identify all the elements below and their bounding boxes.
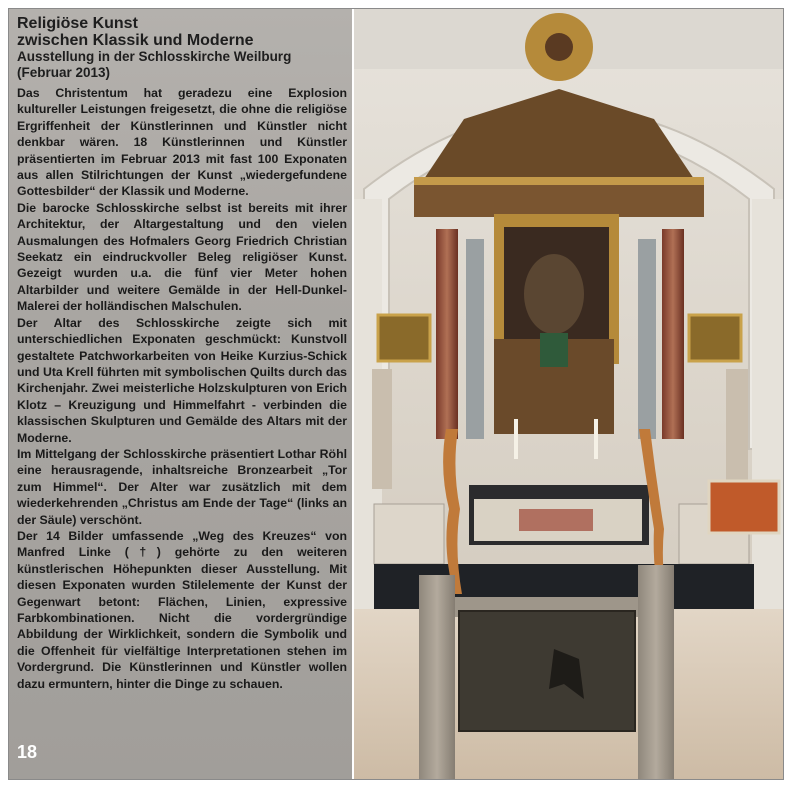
subtitle: Ausstellung in der Schlosskirche Weilburg [17,49,292,64]
paragraph: Der Altar des Schlosskirche zeigte sich mit unterschiedlichen Exponaten geschmückt: Kunstvoll gestaltete Patchworkarbeiten von Heike Kurzius-Schick und Uta Krell führten mit symbolischen Quilts durch das Kirchenjahr. Zwei meisterliche Holzskulpturen von Erich Klotz – Kreuzigung und Himmelfahrt - verbinden die klassischen Skulpturen und Gemälde des Altars mit der Moderne. [17,315,348,445]
paragraph: Im Mittelgang der Schlosskirche präsentiert Lothar Röhl eine herausragende, inhaltsreiche Bronzearbeit „Tor zum Himmel“. Der Alter war zusätzlich mit dem wiederkehrenden „Christus am Ende der Tage“ (links an der Säule) verschönt. [17,446,347,527]
article-body [17,85,347,692]
title-line-1: Religiöse Kunst [17,15,138,32]
article-header [17,15,347,81]
paragraph: Der 14 Bilder umfassende „Weg des Kreuzes“ von Manfred Linke (†) gehörte zu den weiteren künstlerischen Höhepunkten dieser Ausstellung. Mit diesen Exponaten wurden Stilelemente der Kunst der Gegenwart betont: Flächen, Linien, expressive Farbkombinationen. Nicht die vordergründige Abbildung der Wirklichkeit, sondern die Symbolik und die Offenheit für vielfältige Interpretationen stehen im Vordergrund. Die Künstlerinnen und Künstler wollen dazu ermuntern, hinter die Dinge zu schauen. [17,528,347,691]
text-panel [9,9,352,779]
paragraph: Die barocke Schlosskirche selbst ist bereits mit ihrer Architektur, der Altargestaltung und den vielen Ausmalungen des Hofmalers Georg Friedrich Christian Seekatz ein eindruckvoller Beleg religiöser Kunst. Gezeigt wurden u.a. die fünf vier Meter hohen Altarbilder und weitere Gemälde in der Hell-Dunkel-Malerei der holländischen Malschulen. [17,200,347,314]
date: (Februar 2013) [17,65,111,80]
title-line-2: zwischen Klassik und Moderne [17,32,254,49]
church-altar-photo [354,9,783,779]
page-number: 18 [17,742,38,762]
paragraph: Das Christentum hat geradezu eine Explosion kultureller Leistungen freigesetzt, die ohne die religiöse Ergriffenheit der Künstlerinnen und Künstler nicht denkbar wären. 18 Künstlerinnen und Künstler präsentierten im Februar 2013 mit fast 100 Exponaten aus allen Stilrichtungen der Kunst „wiedergefundene Gottesbilder“ der Klassik und Moderne. [17,86,347,199]
